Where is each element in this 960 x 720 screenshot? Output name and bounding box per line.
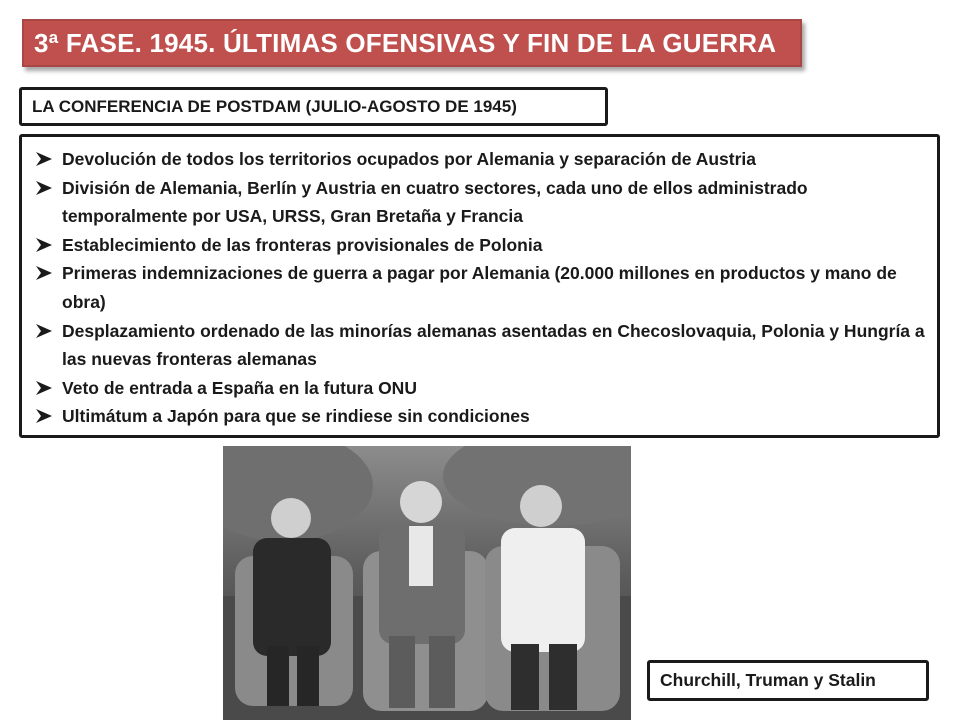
- point-text: Primeras indemnizaciones de guerra a pagar por Alemania (20.000 millones en productos y mano de obra): [62, 263, 897, 312]
- arrowhead-bullet-icon: [33, 402, 55, 430]
- list-item: [30, 402, 925, 431]
- arrowhead-bullet-icon: [33, 259, 55, 287]
- yalta-photo: [223, 446, 631, 720]
- title-banner: [22, 19, 802, 67]
- list-item: [30, 145, 925, 174]
- list-item: [30, 374, 925, 403]
- list-item: [30, 317, 925, 374]
- point-text: Desplazamiento ordenado de las minorías alemanas asentadas en Checoslovaquia, Polonia y Hungría a las nuevas fronteras alemanas: [62, 320, 925, 370]
- photo-caption: Churchill, Truman y Stalin: [660, 670, 876, 690]
- arrowhead-bullet-icon: [33, 174, 55, 202]
- photo-caption-box: [647, 660, 929, 701]
- arrowhead-bullet-icon: [33, 317, 55, 345]
- subtitle-box: [19, 87, 608, 126]
- arrowhead-bullet-icon: [33, 145, 55, 173]
- photo-illustration: [223, 446, 631, 720]
- point-text: Devolución de todos los territorios ocupados por Alemania y separación de Austria: [62, 149, 756, 169]
- slide-title: 3ª FASE. 1945. ÚLTIMAS OFENSIVAS Y FIN DE LA GUERRA: [34, 27, 777, 58]
- point-text: Veto de entrada a España en la futura ONU: [62, 377, 417, 398]
- list-item: [30, 174, 925, 231]
- list-item: [30, 259, 925, 316]
- point-text: Ultimátum a Japón para que se rindiese sin condiciones: [62, 406, 530, 427]
- list-item: [30, 231, 925, 260]
- points-list: [30, 145, 925, 431]
- arrowhead-bullet-icon: [33, 231, 55, 259]
- arrowhead-bullet-icon: [33, 374, 55, 402]
- point-text: Establecimiento de las fronteras provisionales de Polonia: [62, 234, 543, 255]
- slide-subtitle: LA CONFERENCIA DE POSTDAM (JULIO-AGOSTO DE 1945): [32, 96, 517, 116]
- points-box: [19, 134, 940, 438]
- point-text: División de Alemania, Berlín y Austria en cuatro sectores, cada uno de ellos administrado temporalmente por USA, URSS, Gran Bretaña y Francia: [62, 177, 808, 227]
